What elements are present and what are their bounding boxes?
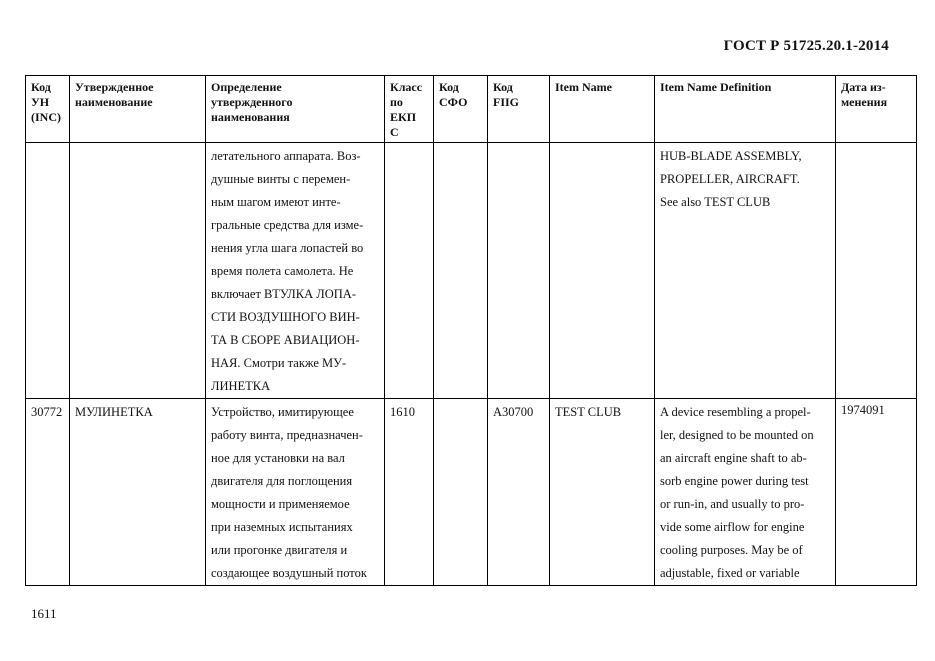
- cell-approved-name: [70, 143, 206, 399]
- table-row: [26, 399, 917, 586]
- header-change-date: Дата из- менения: [836, 76, 917, 143]
- cell-code-un: 30772: [26, 399, 70, 586]
- header-item-name: Item Name: [550, 76, 655, 143]
- header-item-name-definition: Item Name Definition: [655, 76, 836, 143]
- cell-fiig: [488, 143, 550, 399]
- cell-approved-name: МУЛИНЕТКА: [70, 399, 206, 586]
- header-fiig: Код FIIG: [488, 76, 550, 143]
- cell-item-name: [550, 143, 655, 399]
- cell-item-name: TEST CLUB: [550, 399, 655, 586]
- cell-item-name-definition: HUB-BLADE ASSEMBLY, PROPELLER, AIRCRAFT. See also TEST CLUB: [655, 143, 836, 399]
- header-class: Класс по ЕКП С: [385, 76, 434, 143]
- cell-definition: Устройство, имитирующее работу винта, предназначен- ное для установки на вал двигателя для поглощения мощности и применяемое при наземных испытаниях или прогонке двигателя и создающее воздушный поток: [206, 399, 385, 586]
- table-header-row: [26, 76, 917, 143]
- cell-change-date: 1974091: [836, 399, 917, 586]
- cell-sfo: [434, 399, 488, 586]
- header-approved-name: Утвержденное наименование: [70, 76, 206, 143]
- page-number: 1611: [31, 606, 57, 621]
- header-code-un: Код УН (INC): [26, 76, 70, 143]
- cell-sfo: [434, 143, 488, 399]
- cell-class: [385, 143, 434, 399]
- table-row: [26, 143, 917, 399]
- header-sfo: Код СФО: [434, 76, 488, 143]
- document-standard-header: ГОСТ Р 51725.20.1-2014: [723, 38, 889, 54]
- cell-change-date: [836, 143, 917, 399]
- cell-item-name-definition: A device resembling a propel- ler, designed to be mounted on an aircraft engine shaft to ab- sorb engine power during test or run-in, and usually to pro- vide some airflow for engine cooling purposes. May be of adjustable, fixed or variable: [655, 399, 836, 586]
- header-definition: Определение утвержденного наименования: [206, 76, 385, 143]
- cell-code-un: [26, 143, 70, 399]
- cell-fiig: A30700: [488, 399, 550, 586]
- cell-definition: летательного аппарата. Воз- душные винты с перемен- ным шагом имеют инте- гральные средства для изме- нения угла шага лопастей во время полета самолета. Не включает ВТУЛКА ЛОПА- СТИ ВОЗДУШНОГО ВИН- ТА В СБОРЕ АВИАЦИОН- НАЯ. Смотри также МУ- ЛИНЕТКА: [206, 143, 385, 399]
- classification-table: [25, 75, 917, 586]
- cell-class: 1610: [385, 399, 434, 586]
